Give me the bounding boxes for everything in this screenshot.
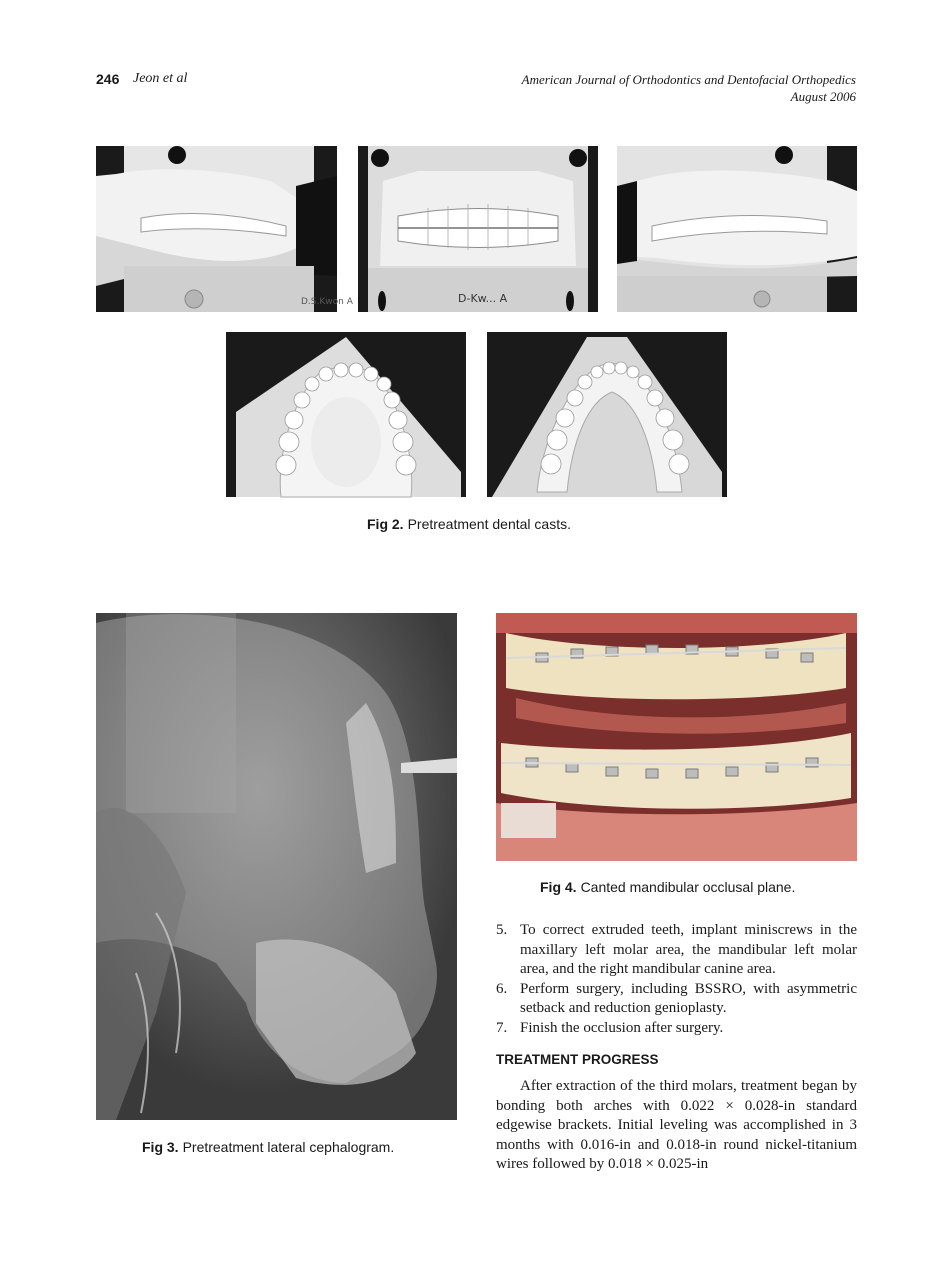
list-item — [496, 921, 857, 980]
fig2-caption — [367, 516, 571, 532]
cast-label: D-Kw... A — [458, 292, 508, 305]
fig4-caption-text: Canted mandibular occlusal plane. — [580, 879, 796, 895]
list-item-number: 5. — [496, 922, 508, 938]
section-heading: TREATMENT PROGRESS — [496, 1052, 659, 1067]
cast-photo-frontal — [358, 146, 598, 312]
list-item-text: To correct extruded teeth, implant miniscrews in the maxillary left molar area, the mandibular left molar area, and the right mandibular canine area. — [520, 922, 857, 978]
list-item — [496, 1019, 857, 1039]
page-number: 246 — [96, 71, 120, 87]
paragraph: After extraction of the third molars, treatment began by bonding both arches with 0.022 × 0.028-in standard edgewise brackets. Initial leveling was accomplished in 3 months with 0.016-in and 0.018-in round nickel-titanium wires followed by 0.018 × 0.025-in — [496, 1078, 857, 1173]
fig3-label: Fig 3. — [142, 1139, 179, 1155]
list-item-number: 6. — [496, 980, 508, 997]
fig2-caption-text: Pretreatment dental casts. — [407, 516, 571, 532]
journal-date: August 2006 — [790, 89, 856, 104]
journal-header — [522, 71, 856, 105]
cast-photo-mandibular-occlusal — [487, 332, 727, 497]
list-item — [496, 980, 857, 1019]
cast-photo-left-lateral — [617, 146, 857, 312]
fig3-caption-text: Pretreatment lateral cephalogram. — [182, 1139, 395, 1155]
cast-photo-right-lateral — [96, 146, 353, 312]
fig4-label: Fig 4. — [540, 879, 577, 895]
list-item-text: Perform surgery, including BSSRO, with asymmetric setback and reduction genioplasty. — [520, 980, 857, 1017]
cephalogram-xray — [96, 613, 457, 1120]
fig4-caption — [540, 879, 795, 895]
running-authors: Jeon et al — [133, 71, 188, 86]
fig3-caption — [142, 1139, 394, 1155]
cast-label: D.S.Kwon A — [301, 297, 353, 307]
intraoral-photo — [496, 613, 857, 861]
section-body — [496, 1077, 857, 1175]
cast-photo-maxillary-occlusal — [226, 332, 466, 497]
journal-title: American Journal of Orthodontics and Dentofacial Orthopedics — [521, 72, 856, 87]
list-item-text: Finish the occlusion after surgery. — [520, 1019, 724, 1036]
treatment-plan-list — [496, 921, 857, 1039]
fig2-label: Fig 2. — [367, 516, 404, 532]
list-item-number: 7. — [496, 1019, 508, 1036]
